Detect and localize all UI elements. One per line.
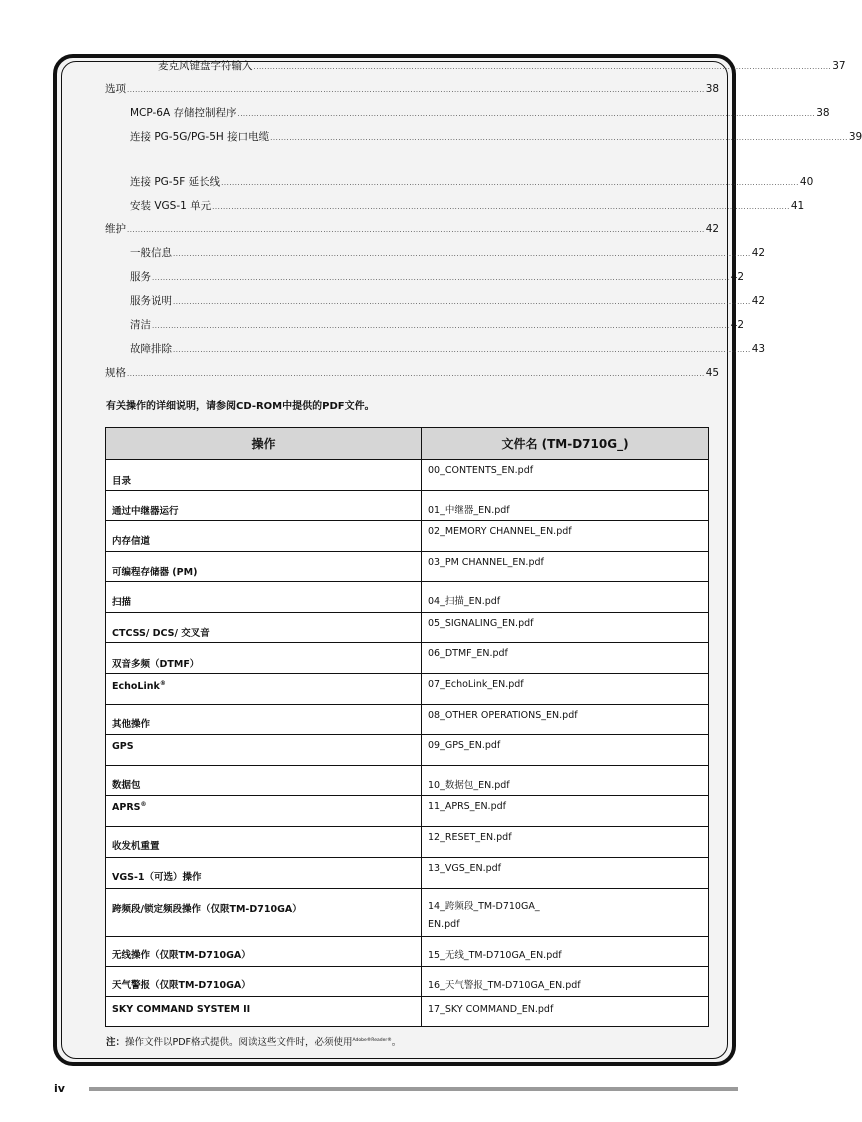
toc-page: 43 — [751, 343, 766, 355]
toc-page: 38 — [816, 107, 830, 119]
operation-cell: 数据包 — [106, 766, 422, 796]
table-row — [106, 889, 709, 937]
footer-rule — [89, 1087, 738, 1091]
toc-entry — [105, 366, 720, 380]
toc-page: 37 — [832, 60, 846, 72]
operation-cell: 收发机重置 — [106, 827, 422, 858]
toc-page: 42 — [751, 247, 766, 259]
toc-page: 39 — [848, 131, 862, 143]
toc-page: 41 — [790, 200, 805, 212]
table-row — [106, 552, 709, 582]
filename-cell: 16_天气警报_TM-D710GA_EN.pdf — [422, 967, 709, 997]
table-row — [106, 967, 709, 997]
toc-entry — [130, 175, 814, 189]
toc-leader: .................................................................................................................................................................................................................... — [237, 110, 816, 118]
filename-cell: 03_PM CHANNEL_EN.pdf — [422, 552, 709, 582]
filename-cell: 08_OTHER OPERATIONS_EN.pdf — [422, 705, 709, 735]
toc-entry — [130, 270, 745, 284]
operation-cell: 双音多频（DTMF） — [106, 643, 422, 674]
footnote — [106, 1034, 401, 1048]
table-row — [106, 491, 709, 521]
toc-leader: .................................................................................................................................................................................................................... — [212, 203, 790, 211]
toc-entry — [130, 246, 766, 260]
toc-entry — [130, 342, 766, 356]
toc-leader: .................................................................................................................................................................................................................... — [127, 86, 705, 94]
toc-leader: .................................................................................................................................................................................................................... — [173, 250, 751, 258]
toc-leader: .................................................................................................................................................................................................................... — [127, 226, 705, 234]
filename-cell: 04_扫描_EN.pdf — [422, 582, 709, 613]
operation-cell: 可编程存储器 (PM) — [106, 552, 422, 582]
filename-cell: 01_中继器_EN.pdf — [422, 491, 709, 521]
toc-title: 清洁 — [130, 319, 151, 331]
operation-cell: EchoLink® — [106, 674, 422, 705]
page-number: iv — [54, 1082, 65, 1095]
toc-title: 选项 — [105, 83, 126, 95]
toc-leader: .................................................................................................................................................................................................................... — [173, 346, 751, 354]
toc-entry — [105, 222, 720, 236]
filename-cell: 07_EchoLink_EN.pdf — [422, 674, 709, 705]
operation-cell: 其他操作 — [106, 705, 422, 735]
operation-cell: APRS® — [106, 796, 422, 827]
header-operation: 操作 — [106, 428, 422, 460]
filename-cell: 14_跨频段_TM-D710GA_ EN.pdf — [422, 889, 709, 937]
toc-page: 42 — [751, 295, 766, 307]
note-text: 操作文件以PDF格式提供。阅读这些文件时，必须使用 — [125, 1037, 353, 1048]
toc-entry — [158, 59, 846, 73]
filename-cell: 05_SIGNALING_EN.pdf — [422, 613, 709, 643]
table-row — [106, 827, 709, 858]
note-label: 注： — [106, 1037, 126, 1048]
filename-cell: 00_CONTENTS_EN.pdf — [422, 460, 709, 491]
table-row — [106, 796, 709, 827]
toc-leader: .................................................................................................................................................................................................................... — [253, 63, 832, 71]
filename-cell: 02_MEMORY CHANNEL_EN.pdf — [422, 521, 709, 552]
toc-entry — [130, 106, 830, 120]
filename-cell: 17_SKY COMMAND_EN.pdf — [422, 997, 709, 1027]
toc-title: 故障排除 — [130, 343, 172, 355]
toc-title: 连接 PG-5F 延长线 — [130, 176, 221, 188]
note-brand: Adobe®Reader® — [352, 1038, 392, 1043]
toc-leader: .................................................................................................................................................................................................................... — [152, 322, 730, 330]
filename-cell: 09_GPS_EN.pdf — [422, 735, 709, 766]
toc-page: 42 — [730, 271, 745, 283]
table-row — [106, 643, 709, 674]
table-row — [106, 582, 709, 613]
filename-cell: 13_VGS_EN.pdf — [422, 858, 709, 889]
toc-title: 服务说明 — [130, 295, 172, 307]
operation-cell: 通过中继器运行 — [106, 491, 422, 521]
toc-leader: .................................................................................................................................................................................................................... — [127, 370, 705, 378]
toc-title: 麦克风键盘字符输入 — [158, 60, 253, 72]
toc-entry — [130, 199, 805, 213]
operation-cell: SKY COMMAND SYSTEM II — [106, 997, 422, 1027]
table-header-row — [106, 428, 709, 460]
operation-cell: VGS-1（可选）操作 — [106, 858, 422, 889]
filename-cell: 15_无线_TM-D710GA_EN.pdf — [422, 937, 709, 967]
toc-title: MCP-6A 存储控制程序 — [130, 107, 237, 119]
table-row — [106, 521, 709, 552]
toc-entry — [130, 318, 745, 332]
toc-page: 42 — [705, 223, 720, 235]
operation-cell: GPS — [106, 735, 422, 766]
toc-title: 规格 — [105, 367, 126, 379]
toc-title: 连接 PG-5G/PG-5H 接口电缆 — [130, 131, 270, 143]
operation-cell: 无线操作（仅限TM-D710GA） — [106, 937, 422, 967]
toc-page: 45 — [705, 367, 720, 379]
operation-cell: 天气警报（仅限TM-D710GA） — [106, 967, 422, 997]
toc-page: 42 — [730, 319, 745, 331]
filename-cell: 06_DTMF_EN.pdf — [422, 643, 709, 674]
table-row — [106, 997, 709, 1027]
operation-cell: 内存信道 — [106, 521, 422, 552]
filename-cell: 12_RESET_EN.pdf — [422, 827, 709, 858]
table-row — [106, 735, 709, 766]
toc-page: 40 — [799, 176, 814, 188]
table-row — [106, 705, 709, 735]
operation-cell: 扫描 — [106, 582, 422, 613]
table-row — [106, 674, 709, 705]
filename-cell: 11_APRS_EN.pdf — [422, 796, 709, 827]
toc-entry — [105, 82, 720, 96]
table-row — [106, 858, 709, 889]
filename-cell: 10_数据包_EN.pdf — [422, 766, 709, 796]
intro-text: 有关操作的详细说明，请参阅CD-ROM中提供的PDF文件。 — [106, 401, 375, 412]
toc-title: 安装 VGS-1 单元 — [130, 200, 212, 212]
toc-title: 服务 — [130, 271, 151, 283]
toc-title: 维护 — [105, 223, 126, 235]
operations-file-table — [105, 427, 709, 1027]
toc-leader: .................................................................................................................................................................................................................... — [152, 274, 730, 282]
operation-cell: 目录 — [106, 460, 422, 491]
note-end: 。 — [391, 1037, 402, 1048]
table-row — [106, 613, 709, 643]
operation-cell: 跨频段/锁定频段操作（仅限TM-D710GA） — [106, 889, 422, 937]
toc-leader: .................................................................................................................................................................................................................... — [173, 298, 751, 306]
toc-entry — [130, 294, 766, 308]
toc-leader: .................................................................................................................................................................................................................... — [221, 179, 799, 187]
header-filename: 文件名 (TM-D710G_) — [422, 428, 709, 460]
table-row — [106, 460, 709, 491]
operation-cell: CTCSS/ DCS/ 交叉音 — [106, 613, 422, 643]
toc-leader: .................................................................................................................................................................................................................... — [270, 134, 848, 142]
table-row — [106, 766, 709, 796]
toc-title: 一般信息 — [130, 247, 172, 259]
table-row — [106, 937, 709, 967]
toc-page: 38 — [705, 83, 720, 95]
toc-entry — [130, 130, 862, 144]
